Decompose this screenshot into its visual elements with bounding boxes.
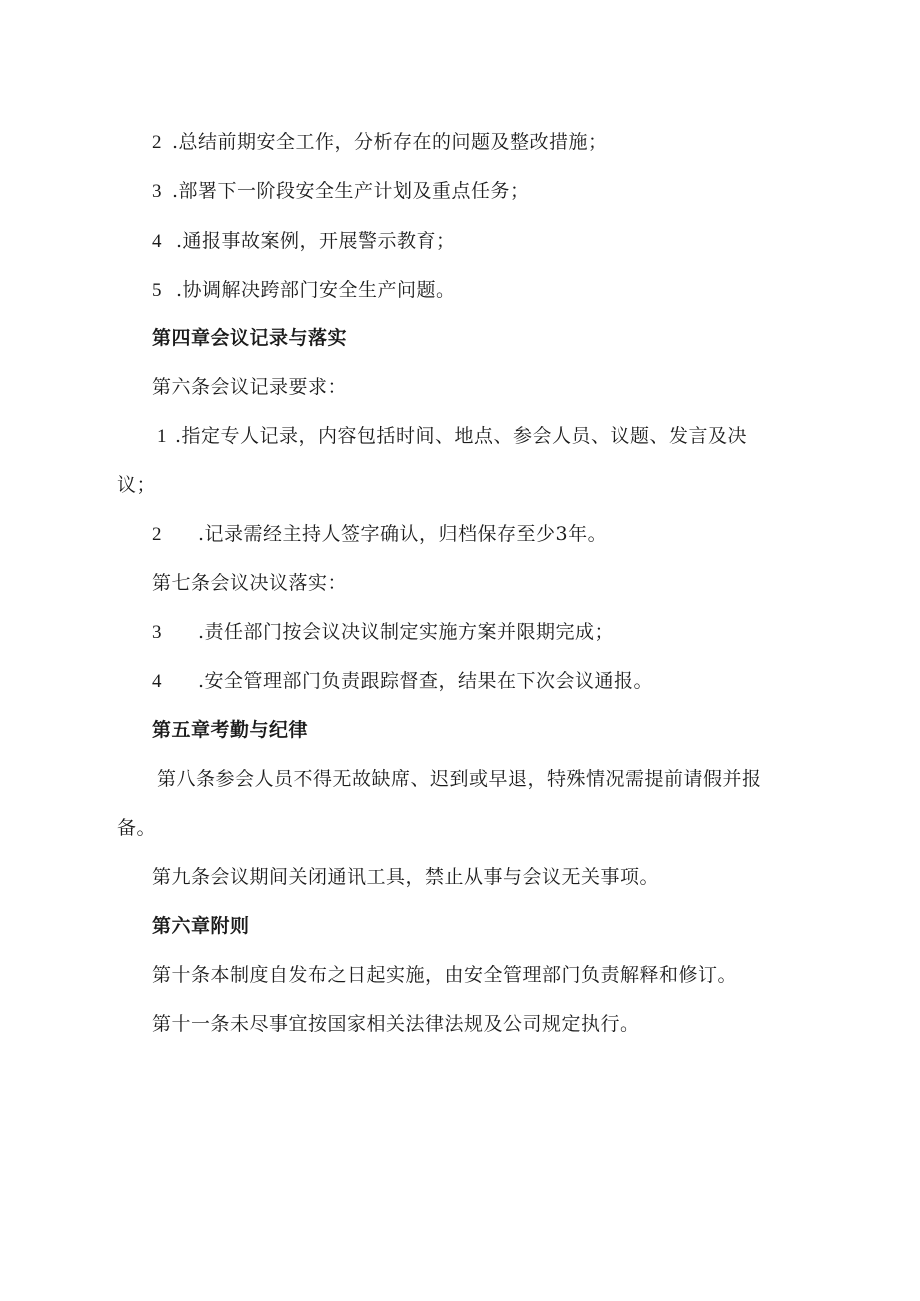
article-text: 第六条会议记录要求： xyxy=(152,376,348,398)
item-text: .指定专人记录，内容包括时间、地点、参会人员、议题、发言及决 xyxy=(175,425,748,447)
list-item xyxy=(152,129,608,156)
item-number: 5 xyxy=(152,280,162,301)
list-item xyxy=(157,423,747,450)
list-item xyxy=(152,178,530,205)
chapter-heading: 第六章附则 xyxy=(152,915,250,937)
article-text: 第十一条未尽事宜按国家相关法律法规及公司规定执行。 xyxy=(152,1013,640,1035)
item-number: 1 xyxy=(157,426,167,447)
item-text: .责任部门按会议决议制定实施方案并限期完成； xyxy=(198,621,615,643)
article-text: 第八条参会人员不得无故缺席、迟到或早退，特殊情况需提前请假并报 xyxy=(157,768,762,790)
item-text: .部署下一阶段安全生产计划及重点任务； xyxy=(172,180,530,202)
article-text: 第七条会议决议落实： xyxy=(152,572,348,594)
list-item-continuation: 议； xyxy=(117,474,157,496)
item-number: 2 xyxy=(152,524,162,545)
list-item xyxy=(152,228,456,255)
list-item xyxy=(152,668,653,695)
item-number: 3 xyxy=(152,622,162,643)
article-text: 第九条会议期间关闭通讯工具，禁止从事与会议无关事项。 xyxy=(152,866,660,888)
list-item xyxy=(152,521,607,548)
article-text: 第十条本制度自发布之日起实施，由安全管理部门负责解释和修订。 xyxy=(152,964,738,986)
list-item xyxy=(152,277,456,304)
item-text: .通报事故案例，开展警示教育； xyxy=(176,230,456,252)
item-text: .记录需经主持人签字确认，归档保存至少3年。 xyxy=(198,523,608,545)
chapter-heading: 第五章考勤与纪律 xyxy=(152,719,309,741)
item-number: 4 xyxy=(152,671,162,692)
item-number: 3 xyxy=(152,181,162,202)
item-number: 2 xyxy=(152,132,162,153)
list-item xyxy=(152,619,614,646)
item-number: 4 xyxy=(152,231,162,252)
item-text: .协调解决跨部门安全生产问题。 xyxy=(176,279,456,301)
article-continuation: 备。 xyxy=(117,817,157,839)
item-text: .总结前期安全工作，分析存在的问题及整改措施； xyxy=(172,131,608,153)
item-text: .安全管理部门负责跟踪督查，结果在下次会议通报。 xyxy=(198,670,654,692)
chapter-heading: 第四章会议记录与落实 xyxy=(152,327,348,349)
